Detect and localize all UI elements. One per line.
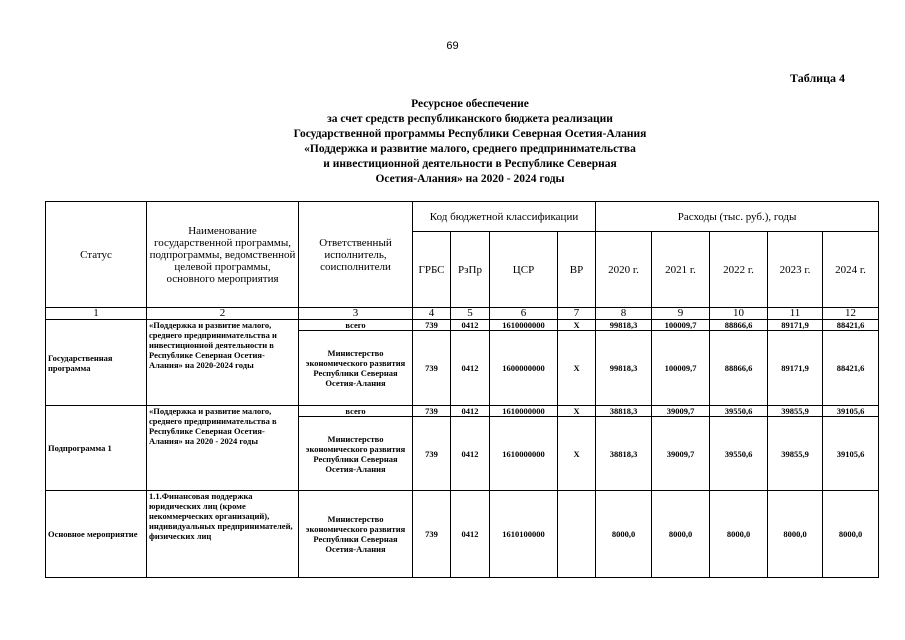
header-expenses: Расходы (тыс. руб.), годы [596,202,879,232]
row-grbs: 739 [413,417,451,491]
row-executor: всего [299,320,413,331]
row-value: 89171,9 [768,320,823,331]
row-name: «Поддержка и развитие малого, среднего предпринимательства и инвестиционной деятельности в Республике Северная Осетия-Алания» на 2020-2024 годы [147,320,299,406]
row-csr: 1600000000 [490,331,558,406]
row-rzpr: 0412 [451,417,490,491]
row-vr: Х [558,320,596,331]
column-number: 5 [451,308,490,320]
row-vr: Х [558,417,596,491]
header-csr: ЦСР [490,232,558,308]
row-value: 39009,7 [652,417,710,491]
column-number: 4 [413,308,451,320]
header-year: 2021 г. [652,232,710,308]
title-line: Государственной программы Республики Северная Осетия-Алания [293,128,647,140]
column-number: 6 [490,308,558,320]
row-value: 88866,6 [710,320,768,331]
row-executor: Министерство экономического развития Республики Северная Осетия-Алания [299,491,413,578]
row-value: 8000,0 [823,491,879,578]
header-year: 2024 г. [823,232,879,308]
column-number: 2 [147,308,299,320]
row-value: 88421,6 [823,331,879,406]
row-name: 1.1.Финансовая поддержка юридических лиц (кроме некоммерческих организаций), индивидуальных предпринимателей, физических лиц [147,491,299,578]
row-value: 100009,7 [652,331,710,406]
row-value: 39105,6 [823,406,879,417]
header-row [46,202,879,232]
row-vr: Х [558,406,596,417]
row-csr: 1610000000 [490,406,558,417]
row-vr [558,491,596,578]
row-rzpr: 0412 [451,320,490,331]
row-status: Государственная программа [46,320,147,406]
row-grbs: 739 [413,331,451,406]
page-number: 69 [446,40,459,52]
row-csr: 1610000000 [490,417,558,491]
title-line: Осетия-Алания» на 2020 - 2024 годы [375,173,565,185]
column-number: 9 [652,308,710,320]
row-value: 8000,0 [768,491,823,578]
row-value: 89171,9 [768,331,823,406]
column-number: 3 [299,308,413,320]
row-value: 8000,0 [596,491,652,578]
row-value: 39105,6 [823,417,879,491]
table-row [46,491,879,578]
row-value: 38818,3 [596,406,652,417]
row-executor: Министерство экономического развития Республики Северная Осетия-Алания [299,331,413,406]
header-year: 2022 г. [710,232,768,308]
column-number: 1 [46,308,147,320]
column-number: 11 [768,308,823,320]
column-number-row [46,308,879,320]
column-number: 7 [558,308,596,320]
table-row [46,320,879,331]
title-line: Ресурсное обеспечение [411,98,529,110]
title-line: и инвестиционной деятельности в Республике Северная [323,158,617,170]
row-rzpr: 0412 [451,491,490,578]
row-vr: Х [558,331,596,406]
row-value: 88421,6 [823,320,879,331]
header-name: Наименование государственной программы, подпрограммы, ведомственной целевой программы, основного мероприятия [147,202,299,308]
row-name: «Поддержка и развитие малого, среднего предпринимательства в Республике Северная Осетия-Алания» на 2020 - 2024 годы [147,406,299,491]
row-value: 39855,9 [768,417,823,491]
row-value: 88866,6 [710,331,768,406]
resource-table [45,201,879,578]
row-value: 99818,3 [596,320,652,331]
header-executor: Ответственный исполнитель, соисполнители [299,202,413,308]
row-value: 38818,3 [596,417,652,491]
row-executor: Министерство экономического развития Республики Северная Осетия-Алания [299,417,413,491]
row-rzpr: 0412 [451,331,490,406]
row-rzpr: 0412 [451,406,490,417]
header-status: Статус [46,202,147,308]
column-number: 12 [823,308,879,320]
header-rzpr: РзПр [451,232,490,308]
row-value: 39550,6 [710,406,768,417]
header-vr: ВР [558,232,596,308]
row-executor: всего [299,406,413,417]
title-line: «Поддержка и развитие малого, среднего предпринимательства [304,143,636,155]
row-value: 100009,7 [652,320,710,331]
column-number: 10 [710,308,768,320]
row-grbs: 739 [413,406,451,417]
row-csr: 1610000000 [490,320,558,331]
row-grbs: 739 [413,320,451,331]
row-status: Подпрограмма 1 [46,406,147,491]
row-value: 39009,7 [652,406,710,417]
column-number: 8 [596,308,652,320]
table-label: Таблица 4 [790,71,845,85]
row-status: Основное мероприятие [46,491,147,578]
table-row [46,406,879,417]
header-year: 2023 г. [768,232,823,308]
header-grbs: ГРБС [413,232,451,308]
header-year: 2020 г. [596,232,652,308]
row-value: 8000,0 [652,491,710,578]
document-title [200,97,740,187]
row-grbs: 739 [413,491,451,578]
row-value: 39550,6 [710,417,768,491]
row-value: 8000,0 [710,491,768,578]
header-budget-code: Код бюджетной классификации [413,202,596,232]
row-value: 99818,3 [596,331,652,406]
title-line: за счет средств республиканского бюджета реализации [327,113,613,125]
row-csr: 1610100000 [490,491,558,578]
row-value: 39855,9 [768,406,823,417]
